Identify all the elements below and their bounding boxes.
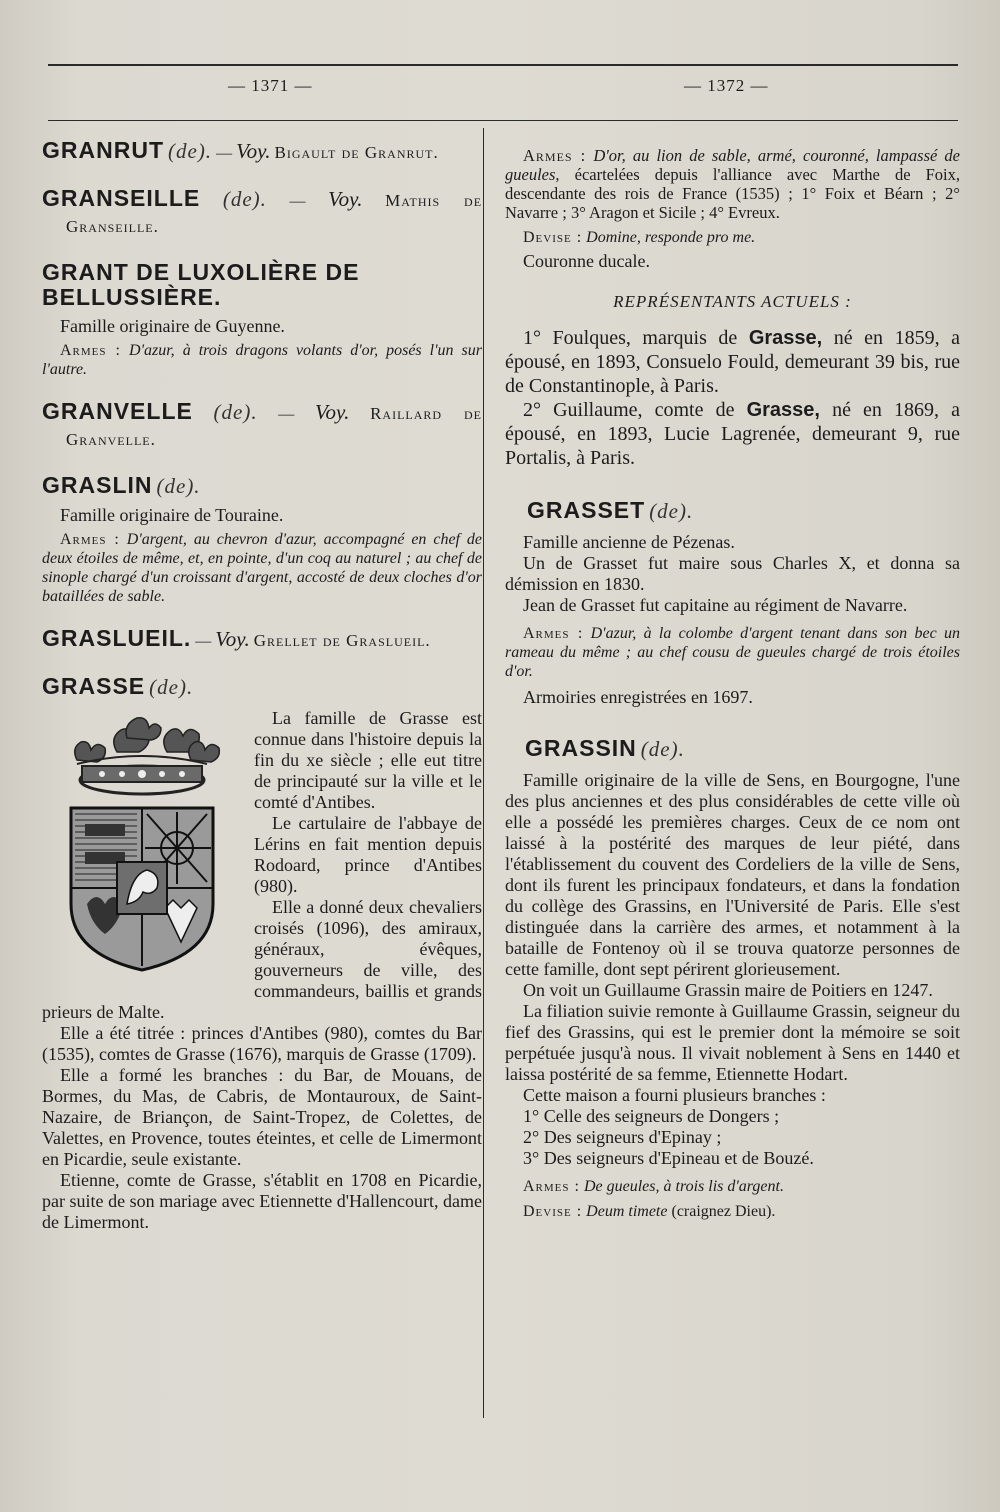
dash: — bbox=[195, 633, 212, 650]
origin-text: Famille originaire de Touraine. bbox=[60, 505, 284, 525]
entry-particle: (de). bbox=[168, 139, 213, 163]
entry-title: GRASSIN bbox=[525, 735, 637, 761]
entry-grant bbox=[42, 260, 482, 379]
page-number-right: — 1372 — bbox=[684, 76, 769, 95]
devise-paragraph bbox=[505, 228, 960, 247]
entry-graslueil bbox=[42, 626, 482, 654]
dash: — bbox=[216, 145, 233, 162]
cross-reference: Grellet de Graslueil. bbox=[253, 631, 431, 650]
entry-title: GRASLIN bbox=[42, 472, 153, 498]
armes-paragraph bbox=[505, 624, 960, 681]
couronne-text: Couronne ducale. bbox=[523, 251, 650, 271]
armes-text: D'azur, à trois dragons volants d'or, posés l'un sur l'autre. bbox=[42, 342, 483, 378]
header-rule bbox=[48, 120, 958, 121]
armes-paragraph bbox=[505, 146, 960, 222]
devise-paragraph bbox=[505, 1202, 960, 1221]
entry-particle: (de). bbox=[640, 737, 685, 761]
branch-1: 1° Celle des seigneurs de Dongers ; bbox=[523, 1106, 780, 1126]
grasset-paragraph-2: Un de Grasset fut maire sous Charles X, et donna sa démission en 1830. bbox=[505, 553, 960, 594]
armes-continuation: écartelées depuis l'alliance avec Marthe de Foix, descendante des rois de France (1535) ; 1° Foix et Béarn ; 2° Navarre ; 3° Aragon et Sicile ; 4° Evreux. bbox=[505, 165, 961, 222]
devise-label: Devise : bbox=[523, 1203, 583, 1220]
coat-of-arms-figure bbox=[42, 708, 242, 978]
rep-text: 1° Foulques, marquis de bbox=[523, 327, 738, 349]
grassin-paragraph-1: Famille originaire de la ville de Sens, en Bourgogne, l'une des plus anciennes et des plus considérables de cette ville où elle a possédé les premières charges. Ceux de ce nom ont laissé à la postérité des marques de leur piété, dans l'établissement du couvent des Cordeliers de la ville de Sens, dont ils furent les principaux fondateurs, et dans la fondation du collège des Grassins, en l'Université de Paris. Elle s'est distinguée dans la carrière des armes, et notamment à la bataille de Fontenoy où il se trouva quatorze personnes de cette famille, dont sept périrent glorieusement. bbox=[505, 770, 960, 979]
cross-reference: Bigault de Granrut. bbox=[274, 143, 439, 162]
armes-label: Armes : bbox=[60, 342, 121, 359]
voy-label: Voy. bbox=[215, 627, 250, 651]
entry-particle: (de). bbox=[156, 474, 201, 498]
representative-1 bbox=[505, 326, 960, 398]
devise-translation: (craignez Dieu). bbox=[671, 1203, 776, 1220]
armes-text: D'azur, à la colombe d'argent tenant dans son bec un rameau du même ; au chef cousu de gueules chargé de trois étoiles d'or. bbox=[505, 625, 961, 680]
entry-particle: (de). bbox=[649, 499, 694, 523]
rep-text: né en 1859, a épousé, en 1893, Consuelo Fould, demeurant 39 bis, rue de Constantinople, à Paris. bbox=[505, 327, 960, 397]
origin-text: Famille originaire de Guyenne. bbox=[60, 316, 285, 336]
entry-title: GRANSEILLE bbox=[42, 185, 201, 211]
left-column bbox=[42, 138, 482, 1253]
rep-text: né en 1869, a épousé, en 1893, Lucie Lagrenée, demeurant 9, rue Portalis, à Paris. bbox=[505, 399, 961, 469]
dash: — bbox=[278, 406, 295, 423]
armes-label: Armes : bbox=[523, 146, 587, 165]
armes-label: Armes : bbox=[523, 625, 584, 642]
representants-heading: REPRÉSENTANTS ACTUELS : bbox=[613, 292, 852, 311]
cross-reference: Mathis de Granseille. bbox=[66, 191, 483, 236]
devise-label: Devise : bbox=[523, 229, 583, 246]
representative-2 bbox=[505, 398, 960, 470]
armes-paragraph bbox=[42, 530, 482, 606]
grasse-paragraph-6: Etienne, comte de Grasse, s'établit en 1708 en Picardie, par suite de son mariage avec Etiennette d'Hallencourt, dame de Limermont. bbox=[42, 1170, 482, 1232]
entry-title: GRANRUT bbox=[42, 137, 164, 163]
cross-reference: Raillard de Granvelle. bbox=[66, 404, 483, 449]
devise-text: Domine, responde pro me. bbox=[586, 229, 756, 246]
entry-title: GRASSET bbox=[527, 497, 646, 523]
grasse-paragraph-1: La famille de Grasse est connue dans l'histoire depuis la fin du xe siècle ; elle eut titre de principauté sur la ville et le comté d'Antibes. bbox=[254, 708, 482, 812]
right-column bbox=[505, 146, 960, 1241]
entry-grassin bbox=[505, 736, 960, 1221]
entry-particle: (de). bbox=[149, 675, 194, 699]
entry-title: GRASSE bbox=[42, 673, 146, 699]
branch-3: 3° Des seigneurs d'Epineau et de Bouzé. bbox=[523, 1148, 814, 1168]
shield-icon bbox=[67, 804, 217, 974]
grasse-paragraph-4: Elle a été titrée : princes d'Antibes (980), comtes du Bar (1535), comtes de Grasse (1676), marquis de Grasse (1709). bbox=[42, 1023, 482, 1064]
armes-text: De gueules, à trois lis d'argent. bbox=[583, 1178, 784, 1195]
entry-particle: (de). bbox=[213, 400, 258, 424]
grasse-paragraph-3: Elle a donné deux chevaliers croisés (1096), des amiraux, généraux, évêques, gouverneurs de ville, des commandeurs, baillis et grands prieurs de Malte. bbox=[42, 897, 482, 1022]
entry-title: GRANVELLE bbox=[42, 398, 193, 424]
entry-title: GRASLUEIL. bbox=[42, 625, 192, 651]
grasset-paragraph-4: Armoiries enregistrées en 1697. bbox=[523, 687, 753, 707]
entry-granrut bbox=[42, 138, 482, 166]
rep-surname: Grasse, bbox=[746, 399, 820, 421]
voy-label: Voy. bbox=[314, 400, 350, 424]
grassin-paragraph-3: La filiation suivie remonte à Guillaume Grassin, seigneur du fief des Grassins, qui est le premier dont la mémoire se soit perpétuée jusqu'à nous. Il vivait noblement à Sens en 1440 et laissa postérité de sa femme, Etiennette Hodart. bbox=[505, 1001, 960, 1084]
entry-grasset bbox=[505, 498, 960, 708]
entry-grasse bbox=[42, 674, 482, 1233]
voy-label: Voy. bbox=[236, 139, 271, 163]
branch-2: 2° Des seigneurs d'Epinay ; bbox=[523, 1127, 722, 1147]
armes-paragraph bbox=[42, 341, 482, 379]
page-number-left: — 1371 — bbox=[228, 76, 313, 95]
entry-title: GRANT DE LUXOLIÈRE DE BELLUSSIÈRE. bbox=[42, 259, 360, 310]
armes-text: D'or, au lion de sable, armé, couronné, lampassé de gueules, bbox=[505, 146, 960, 184]
armes-paragraph bbox=[505, 1177, 960, 1196]
entry-particle: (de). bbox=[222, 187, 267, 211]
devise-text: Deum timete bbox=[586, 1203, 668, 1220]
entry-graslin bbox=[42, 473, 482, 606]
grasset-paragraph-1: Famille ancienne de Pézenas. bbox=[523, 532, 735, 552]
column-divider bbox=[483, 128, 484, 1418]
grasse-paragraph-2: Le cartulaire de l'abbaye de Lérins en fait mention depuis Rodoard, prince d'Antibes (980). bbox=[254, 813, 482, 896]
grasset-paragraph-3: Jean de Grasset fut capitaine au régiment de Navarre. bbox=[523, 595, 908, 615]
entry-granvelle bbox=[42, 399, 482, 453]
top-rule bbox=[48, 64, 958, 66]
grassin-paragraph-2: On voit un Guillaume Grassin maire de Poitiers en 1247. bbox=[523, 980, 933, 1000]
armes-label: Armes : bbox=[60, 531, 120, 548]
rep-text: 2° Guillaume, comte de bbox=[523, 399, 735, 421]
dash: — bbox=[289, 193, 306, 210]
ducal-crown-icon bbox=[57, 708, 227, 798]
voy-label: Voy. bbox=[328, 187, 363, 211]
entry-grasse-continued bbox=[505, 146, 960, 470]
rep-surname: Grasse, bbox=[748, 327, 823, 349]
armes-text: D'argent, au chevron d'azur, accompagné en chef de deux étoiles de même, et, en pointe, d'un coq au naturel ; au chef de sinople chargé d'un croissant d'argent, accosté de deux cloches d'or bataillées de sable. bbox=[42, 531, 482, 605]
grassin-paragraph-4: Cette maison a fourni plusieurs branches : bbox=[523, 1085, 826, 1105]
grasse-paragraph-5: Elle a formé les branches : du Bar, de Mouans, de Bormes, du Mas, de Cabris, de Montauroux, de Saint-Nazaire, de Briançon, de Saint-Tropez, de Colettes, de Valettes, en Provence, toutes éteintes, et celle de Limermont en Picardie, seule existante. bbox=[42, 1065, 482, 1169]
armes-label: Armes : bbox=[523, 1178, 580, 1195]
entry-granseille bbox=[42, 186, 482, 240]
